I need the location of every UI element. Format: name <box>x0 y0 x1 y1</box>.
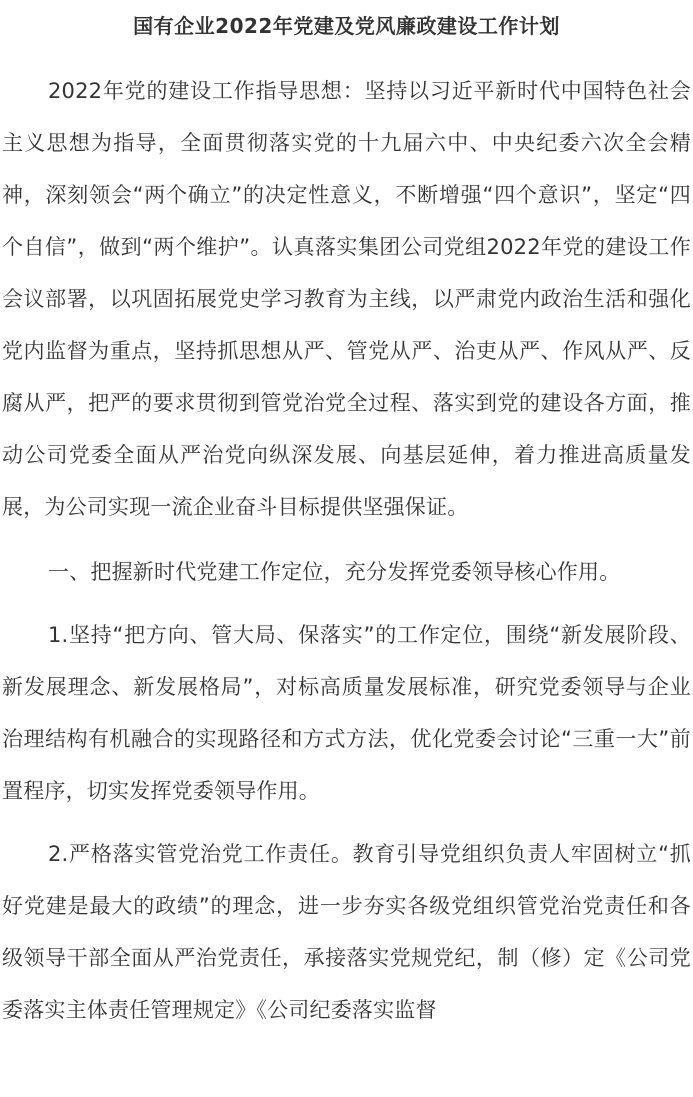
document-title: 国有企业2022年党建及党风廉政建设工作计划 <box>133 14 560 38</box>
paragraph-guiding-ideology: 2022年党的建设工作指导思想：坚持以习近平新时代中国特色社会主义思想为指导，全面贯彻落实党的十九届六中、中央纪委六次全会精神，深刻领会“两个确立”的决定性意义，不断增强“四个意识”，坚定“四个自信”，做到“两个维护”。认真落实集团公司党组2022年党的建设工作会议部署，以巩固拓展党史学习教育为主线，以严肃党内政治生活和强化党内监督为重点，坚持抓思想从严、管党从严、治吏从严、作风从严、反腐从严，把严的要求贯彻到管党治党全过程、落实到党的建设各方面，推动公司党委全面从严治党向纵深发展、向基层延伸，着力推进高质量发展，为公司实现一流企业奋斗目标提供坚强保证。 <box>2 79 691 519</box>
paragraph-item-1: 1.坚持“把方向、管大局、保落实”的工作定位，围绕“新发展阶段、新发展理念、新发展格局”，对标高质量发展标准，研究党委领导与企业治理结构有机融合的实现路径和方式方法，优化党委会讨论“三重一大”前置程序，切实发挥党委领导作用。 <box>2 623 691 803</box>
paragraph-section-one-heading: 一、把握新时代党建工作定位，充分发挥党委领导核心作用。 <box>48 560 621 584</box>
paragraph-item-2: 2.严格落实管党治党工作责任。教育引导党组织负责人牢固树立“抓好党建是最大的政绩”的理念，进一步夯实各级党组织管党治党责任和各级领导干部全面从严治党责任，承接落实党规党纪，制（修）定《公司党委落实主体责任管理规定》《公司纪委落实监督 <box>2 842 691 1022</box>
